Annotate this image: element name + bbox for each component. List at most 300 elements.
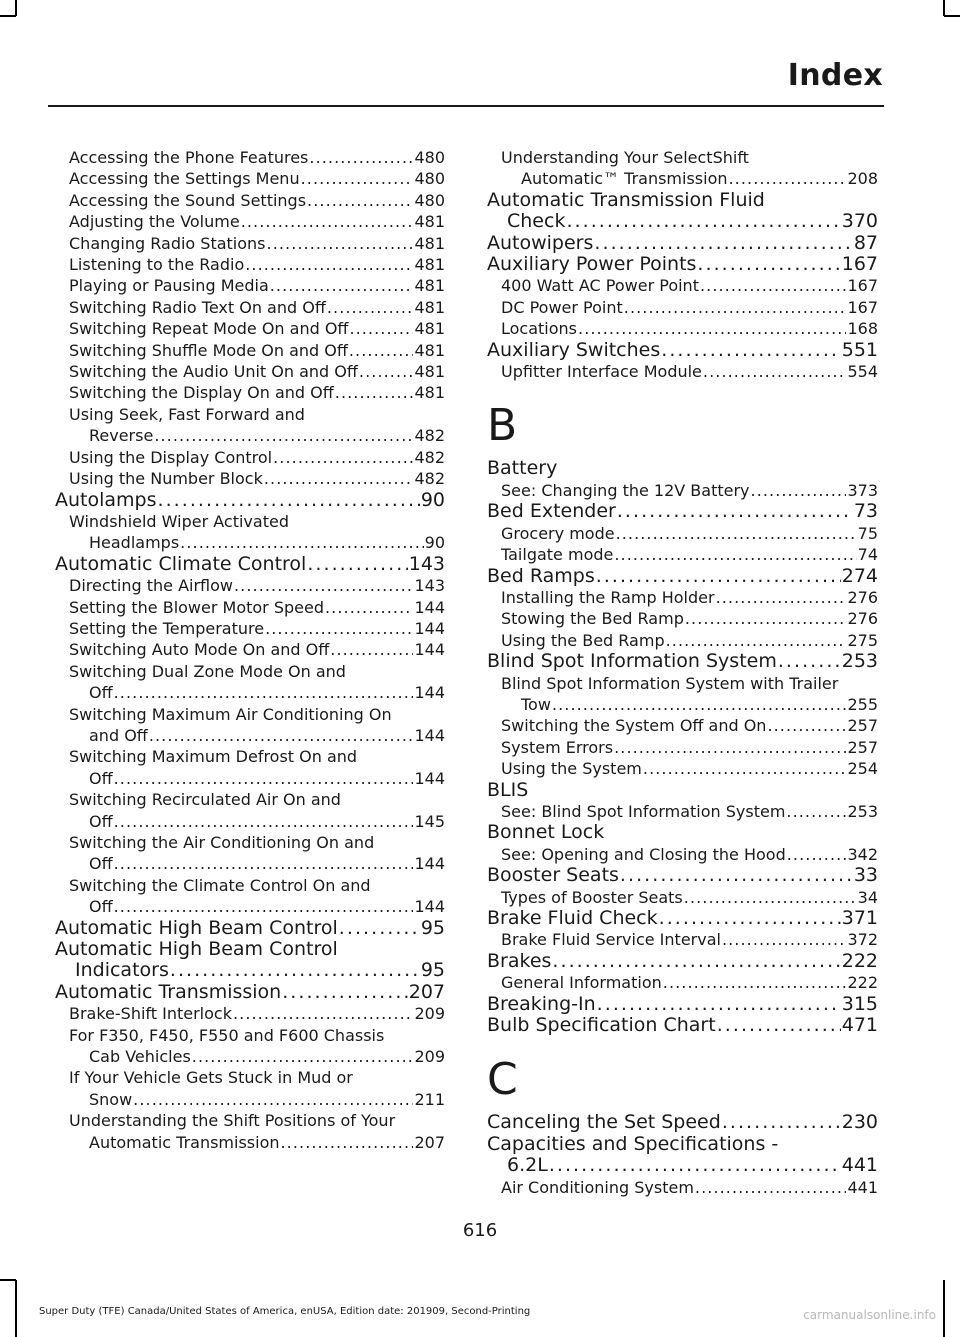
entry-page-number[interactable]: 167 — [841, 253, 878, 276]
entry-row — [69, 147, 445, 168]
entry-text: Switching Radio Text On and Off — [69, 297, 326, 317]
crop-mark — [15, 0, 17, 16]
entry-text: Bulb Specification Chart — [487, 1014, 716, 1037]
entry-text-first-line: Windshield Wiper Activated — [69, 511, 289, 531]
dot-leader — [751, 480, 847, 501]
entry-text-first-line: If Your Vehicle Gets Stuck in Mud or — [69, 1068, 353, 1088]
entry-page-number[interactable]: 441 — [847, 1177, 878, 1197]
index-heading[interactable] — [487, 908, 878, 929]
entry-page-number[interactable]: 554 — [847, 362, 878, 382]
index-heading[interactable] — [487, 458, 878, 479]
index-subentry[interactable] — [55, 361, 445, 382]
entry-text: Off — [89, 854, 113, 874]
entry-text: Changing Radio Stations — [69, 233, 266, 253]
index-subentry[interactable] — [487, 673, 878, 716]
entry-text: Snow — [89, 1089, 133, 1109]
entry-page-number[interactable]: 480 — [414, 148, 445, 167]
index-subentry[interactable] — [55, 275, 445, 296]
index-subentry[interactable] — [55, 618, 445, 639]
entry-page-number[interactable]: 90 — [424, 533, 445, 553]
entry-text: Brake-Shift Interlock — [69, 1004, 232, 1024]
dot-leader — [192, 1046, 414, 1067]
dot-leader — [786, 801, 846, 822]
entry-page-number[interactable]: 222 — [847, 973, 878, 993]
entry-text: Setting the Temperature — [69, 618, 265, 638]
index-heading[interactable] — [55, 490, 445, 511]
dot-leader — [716, 587, 847, 608]
entry-row — [69, 468, 445, 489]
index-subentry[interactable] — [487, 587, 878, 608]
index-heading[interactable] — [487, 233, 878, 254]
dot-leader — [717, 1015, 841, 1036]
entry-page-number[interactable]: 144 — [414, 618, 445, 638]
entry-row — [501, 630, 878, 651]
index-subentry[interactable] — [487, 758, 878, 779]
index-subentry[interactable] — [55, 382, 445, 403]
entry-row — [501, 544, 878, 565]
crop-mark — [944, 15, 960, 17]
dot-leader — [180, 532, 423, 553]
entry-row — [55, 918, 445, 939]
entry-row — [487, 211, 878, 232]
entry-row — [69, 340, 445, 361]
dot-leader — [624, 297, 847, 318]
index-column-right — [487, 147, 878, 1198]
dot-leader — [264, 468, 414, 489]
dot-leader — [578, 318, 846, 339]
entry-page-number[interactable]: 222 — [841, 949, 878, 972]
dot-leader — [616, 523, 857, 544]
entry-page-number[interactable]: 370 — [841, 210, 878, 233]
entry-page-number[interactable]: 342 — [847, 844, 878, 864]
entry-page-number[interactable]: 481 — [414, 255, 445, 275]
entry-page-number[interactable]: 481 — [414, 276, 445, 296]
dot-leader — [596, 566, 841, 587]
entry-page-number[interactable]: 257 — [847, 737, 878, 757]
entry-page-number[interactable]: 480 — [414, 190, 445, 210]
entry-page-number[interactable]: 257 — [847, 716, 878, 736]
dot-leader — [233, 1003, 413, 1024]
dot-leader — [307, 554, 407, 575]
entry-page-number[interactable]: 144 — [414, 854, 445, 874]
entry-page-number[interactable]: 373 — [847, 480, 878, 500]
entry-text: Bed Extender — [487, 500, 616, 523]
dot-leader — [359, 361, 414, 382]
entry-text: Switching the Display On and Off — [69, 383, 334, 403]
entry-row — [487, 1015, 878, 1036]
index-subentry[interactable] — [487, 297, 878, 318]
index-subentry[interactable] — [55, 340, 445, 361]
entry-page-number[interactable]: 372 — [847, 930, 878, 950]
index-subentry[interactable] — [55, 639, 445, 660]
entry-text: Automatic Transmission — [55, 980, 282, 1003]
entry-page-number[interactable]: 144 — [414, 683, 445, 703]
entry-page-number[interactable]: 371 — [841, 907, 878, 929]
index-subentry[interactable] — [55, 597, 445, 618]
index-heading[interactable] — [487, 501, 878, 522]
entry-text: Auxiliary Power Points — [487, 253, 697, 276]
entry-page-number[interactable]: 74 — [857, 545, 878, 565]
index-heading[interactable] — [487, 951, 878, 972]
entry-text: Accessing the Phone Features — [69, 148, 309, 167]
entry-page-number[interactable]: 144 — [414, 597, 445, 617]
entry-page-number[interactable]: 481 — [414, 319, 445, 339]
entry-row — [69, 447, 445, 468]
entry-row — [69, 618, 445, 639]
dot-leader — [643, 758, 847, 779]
entry-row — [501, 361, 878, 382]
dot-leader — [722, 1112, 841, 1133]
dot-leader — [729, 168, 847, 189]
dot-leader — [114, 853, 414, 874]
dot-leader — [685, 608, 847, 629]
entry-page-number[interactable]: 207 — [414, 1132, 445, 1152]
entry-row — [501, 737, 878, 758]
entry-page-number[interactable]: 167 — [847, 297, 878, 317]
entry-text: 400 Watt AC Power Point — [501, 276, 699, 296]
entry-page-number[interactable]: 253 — [841, 650, 878, 673]
entry-text: Brakes — [487, 949, 552, 972]
dot-leader — [307, 190, 413, 211]
entry-text: Auxiliary Switches — [487, 338, 661, 361]
entry-row — [69, 361, 445, 382]
entry-text: Air Conditioning System — [501, 1177, 694, 1197]
index-heading[interactable] — [487, 254, 878, 275]
index-subentry[interactable] — [487, 275, 878, 296]
index-heading[interactable] — [487, 1134, 878, 1177]
index-subentry[interactable] — [55, 168, 445, 189]
index-subentry[interactable] — [487, 715, 878, 736]
entry-row — [487, 780, 878, 801]
entry-text-first-line: Switching the Climate Control On and — [69, 875, 371, 895]
dot-leader — [154, 425, 413, 446]
index-subentry[interactable] — [487, 844, 878, 865]
index-heading[interactable] — [487, 566, 878, 587]
entry-text-first-line: Blind Spot Information System with Trailer — [501, 673, 839, 693]
entry-text: Tailgate mode — [501, 545, 614, 565]
index-subentry[interactable] — [55, 1003, 445, 1024]
dot-leader — [335, 382, 414, 403]
entry-text: Switching the System Off and On — [501, 716, 767, 736]
entry-page-number[interactable]: 480 — [414, 169, 445, 189]
entry-text-first-line: Understanding the Shift Positions of Your — [69, 1111, 396, 1131]
entry-page-number[interactable]: 276 — [847, 609, 878, 629]
entry-row — [501, 608, 878, 629]
entry-row — [501, 587, 878, 608]
index-heading[interactable] — [55, 918, 445, 939]
dot-leader — [666, 630, 847, 651]
index-heading[interactable] — [487, 822, 878, 843]
entry-row — [55, 982, 445, 1003]
index-subentry[interactable] — [55, 789, 445, 832]
crop-mark — [943, 0, 945, 16]
entry-row — [69, 1003, 445, 1024]
index-heading[interactable] — [487, 1015, 878, 1036]
entry-row — [69, 575, 445, 596]
entry-row — [69, 275, 445, 296]
entry-page-number[interactable]: 315 — [841, 992, 878, 1015]
entry-row — [487, 340, 878, 361]
entry-page-number[interactable]: 209 — [414, 1004, 445, 1024]
index-subentry[interactable] — [55, 318, 445, 339]
entry-row — [487, 822, 878, 843]
entry-text: DC Power Point — [501, 297, 623, 317]
entry-page-number[interactable]: 481 — [414, 362, 445, 382]
entry-text: Types of Booster Seats — [501, 887, 683, 907]
dot-leader — [114, 682, 414, 703]
entry-page-number[interactable]: 275 — [847, 630, 878, 650]
index-subentry[interactable] — [55, 575, 445, 596]
entry-page-number[interactable]: 145 — [414, 811, 445, 831]
entry-page-number[interactable]: 33 — [853, 864, 878, 887]
entry-text: Blind Spot Information System — [487, 650, 777, 673]
entry-text-first-line: For F350, F450, F550 and F600 Chassis — [69, 1025, 385, 1045]
entry-page-number[interactable]: 482 — [414, 426, 445, 446]
index-subentry[interactable] — [55, 254, 445, 275]
index-subentry[interactable] — [55, 468, 445, 489]
index-heading[interactable] — [487, 340, 878, 361]
index-subentry[interactable] — [487, 361, 878, 382]
entry-text-first-line: Understanding Your SelectShift — [501, 148, 749, 167]
entry-page-number[interactable]: 276 — [847, 587, 878, 607]
entry-page-number[interactable]: 481 — [414, 383, 445, 403]
dot-leader — [684, 887, 857, 908]
entry-text-first-line: Switching Recirculated Air On and — [69, 790, 341, 810]
entry-row — [55, 960, 445, 981]
entry-row — [55, 490, 445, 511]
entry-text: Cab Vehicles — [89, 1047, 191, 1067]
entry-row — [487, 254, 878, 275]
entry-text: Automatic High Beam Control — [55, 916, 338, 939]
index-subentry[interactable] — [55, 297, 445, 318]
entry-page-number[interactable]: 73 — [853, 500, 878, 523]
index-subentry[interactable] — [55, 704, 445, 747]
dot-leader — [282, 982, 408, 1003]
entry-text: Adjusting the Volume — [69, 212, 240, 232]
entry-page-number[interactable]: 481 — [414, 212, 445, 232]
index-subentry[interactable] — [55, 875, 445, 918]
entry-text: Stowing the Bed Ramp — [501, 609, 684, 629]
entry-text: Booster Seats — [487, 864, 619, 887]
entry-text-first-line: Using Seek, Fast Forward and — [69, 404, 305, 424]
entry-row — [501, 972, 878, 993]
entry-page-number[interactable]: 481 — [414, 340, 445, 360]
entry-page-number[interactable]: 90 — [420, 488, 445, 511]
index-heading[interactable] — [487, 865, 878, 886]
entry-page-number[interactable]: 144 — [414, 897, 445, 917]
index-heading[interactable] — [487, 1112, 878, 1133]
index-heading[interactable] — [55, 982, 445, 1003]
index-subentry[interactable] — [55, 832, 445, 875]
index-heading[interactable] — [487, 994, 878, 1015]
dot-leader — [778, 651, 841, 672]
dot-leader — [114, 811, 414, 832]
index-heading[interactable] — [55, 939, 445, 982]
entry-row — [501, 275, 878, 296]
entry-row — [69, 297, 445, 318]
index-subentry[interactable] — [487, 544, 878, 565]
entry-row — [69, 532, 445, 553]
entry-row — [69, 1132, 445, 1153]
index-subentry[interactable] — [55, 661, 445, 704]
index-subentry[interactable] — [487, 801, 878, 822]
index-subentry[interactable] — [487, 523, 878, 544]
index-subentry[interactable] — [487, 887, 878, 908]
index-subentry[interactable] — [487, 608, 878, 629]
entry-page-number[interactable]: 143 — [414, 576, 445, 596]
index-subentry[interactable] — [487, 972, 878, 993]
entry-row — [69, 318, 445, 339]
dot-leader — [301, 168, 414, 189]
entry-text: Check — [507, 210, 566, 233]
entry-row — [69, 425, 445, 446]
index-subentry[interactable] — [55, 447, 445, 468]
entry-page-number[interactable]: 75 — [857, 523, 878, 543]
entry-row — [69, 896, 445, 917]
title-divider — [48, 105, 884, 107]
index-subentry[interactable] — [487, 737, 878, 758]
entry-page-number[interactable]: 253 — [847, 801, 878, 821]
index-heading[interactable] — [487, 190, 878, 233]
entry-row — [487, 566, 878, 587]
index-subentry[interactable] — [487, 318, 878, 339]
entry-text-first-line: Switching Maximum Air Conditioning On — [69, 704, 392, 724]
entry-page-number[interactable]: 143 — [408, 552, 445, 575]
index-subentry[interactable] — [55, 1025, 445, 1068]
entry-row — [487, 233, 878, 254]
entry-text: Installing the Ramp Holder — [501, 587, 715, 607]
entry-text: Accessing the Sound Settings — [69, 190, 307, 210]
index-heading[interactable] — [487, 780, 878, 801]
entry-text-first-line: Switching Dual Zone Mode On and — [69, 661, 346, 681]
crop-mark — [0, 1279, 16, 1281]
entry-page-number[interactable]: 208 — [847, 169, 878, 189]
entry-page-number[interactable]: 87 — [853, 231, 878, 254]
index-subentry[interactable] — [55, 1110, 445, 1153]
entry-text: Off — [89, 897, 113, 917]
entry-row — [69, 168, 445, 189]
entry-text: Bonnet Lock — [487, 821, 605, 844]
dot-leader — [309, 147, 413, 168]
entry-text: BLIS — [487, 778, 529, 801]
entry-row — [487, 908, 878, 929]
entry-text: Grocery mode — [501, 523, 615, 543]
entry-page-number[interactable]: 95 — [420, 916, 445, 939]
index-column-left — [55, 147, 445, 1153]
entry-text: Indicators — [75, 959, 169, 982]
entry-text: Switching Shuffle Mode On and Off — [69, 340, 348, 360]
dot-leader — [787, 844, 847, 865]
index-subentry[interactable] — [55, 190, 445, 211]
entry-page-number[interactable]: 274 — [841, 564, 878, 587]
entry-page-number[interactable]: 95 — [420, 959, 445, 982]
dot-leader — [114, 768, 414, 789]
entry-row — [69, 211, 445, 232]
index-subentry[interactable] — [487, 147, 878, 190]
dot-leader — [158, 490, 420, 511]
dot-leader — [265, 618, 413, 639]
dot-leader — [614, 737, 846, 758]
index-subentry[interactable] — [55, 404, 445, 447]
entry-row — [501, 318, 878, 339]
entry-page-number[interactable]: 481 — [414, 233, 445, 253]
entry-text: Switching Auto Mode On and Off — [69, 640, 330, 660]
entry-text: Switching Repeat Mode On and Off — [69, 319, 349, 339]
entry-row — [69, 639, 445, 660]
entry-page-number[interactable]: 144 — [414, 725, 445, 745]
entry-page-number[interactable]: 481 — [414, 297, 445, 317]
index-subentry[interactable] — [55, 211, 445, 232]
entry-row — [501, 168, 878, 189]
entry-page-number[interactable]: 230 — [841, 1111, 878, 1134]
entry-text: and Off — [89, 725, 148, 745]
dot-leader — [614, 544, 856, 565]
entry-text: Setting the Blower Motor Speed — [69, 597, 324, 617]
index-heading[interactable] — [55, 554, 445, 575]
dot-leader — [552, 951, 840, 972]
entry-page-number[interactable]: 167 — [847, 276, 878, 296]
index-subentry[interactable] — [55, 511, 445, 554]
dot-leader — [327, 297, 414, 318]
entry-page-number[interactable]: 471 — [841, 1014, 878, 1037]
entry-row — [501, 694, 878, 715]
entry-page-number[interactable]: 551 — [841, 338, 878, 361]
entry-row — [487, 501, 878, 522]
dot-leader — [330, 639, 413, 660]
entry-row — [69, 254, 445, 275]
entry-page-number[interactable]: 441 — [841, 1154, 878, 1177]
entry-page-number[interactable]: 144 — [414, 640, 445, 660]
entry-text: Using the System — [501, 759, 642, 779]
page-number: 616 — [462, 1220, 498, 1241]
entry-text: Automatic Climate Control — [55, 552, 307, 575]
index-subentry[interactable] — [487, 1177, 878, 1198]
entry-page-number[interactable]: 482 — [414, 447, 445, 467]
entry-text-first-line: Switching Maximum Defrost On and — [69, 747, 358, 767]
index-subentry[interactable] — [55, 147, 445, 168]
entry-page-number[interactable]: 207 — [408, 980, 445, 1003]
entry-row — [69, 1046, 445, 1067]
dot-leader — [281, 1132, 414, 1153]
entry-row — [69, 190, 445, 211]
index-subentry[interactable] — [55, 746, 445, 789]
entry-text: Bed Ramps — [487, 564, 595, 587]
entry-page-number[interactable]: 209 — [414, 1047, 445, 1067]
index-subentry[interactable] — [487, 480, 878, 501]
entry-page-number[interactable]: 482 — [414, 469, 445, 489]
entry-row — [501, 758, 878, 779]
entry-page-number[interactable]: 34 — [857, 887, 878, 907]
dot-leader — [659, 908, 841, 929]
index-subentry[interactable] — [55, 233, 445, 254]
index-subentry[interactable] — [487, 929, 878, 950]
entry-text-first-line: Automatic High Beam Control — [55, 938, 338, 961]
dot-leader — [234, 575, 413, 596]
entry-page-number[interactable]: 255 — [847, 694, 878, 714]
entry-page-number[interactable]: 254 — [847, 759, 878, 779]
entry-page-number[interactable]: 168 — [847, 319, 878, 339]
index-subentry[interactable] — [487, 630, 878, 651]
entry-row — [487, 865, 878, 886]
entry-text: See: Changing the 12V Battery — [501, 480, 750, 500]
entry-page-number[interactable]: 144 — [414, 768, 445, 788]
index-subentry[interactable] — [55, 1067, 445, 1110]
entry-row — [69, 853, 445, 874]
entry-row — [69, 233, 445, 254]
entry-page-number[interactable]: 211 — [414, 1089, 445, 1109]
index-heading[interactable] — [487, 651, 878, 672]
entry-text: Brake Fluid Service Interval — [501, 930, 721, 950]
